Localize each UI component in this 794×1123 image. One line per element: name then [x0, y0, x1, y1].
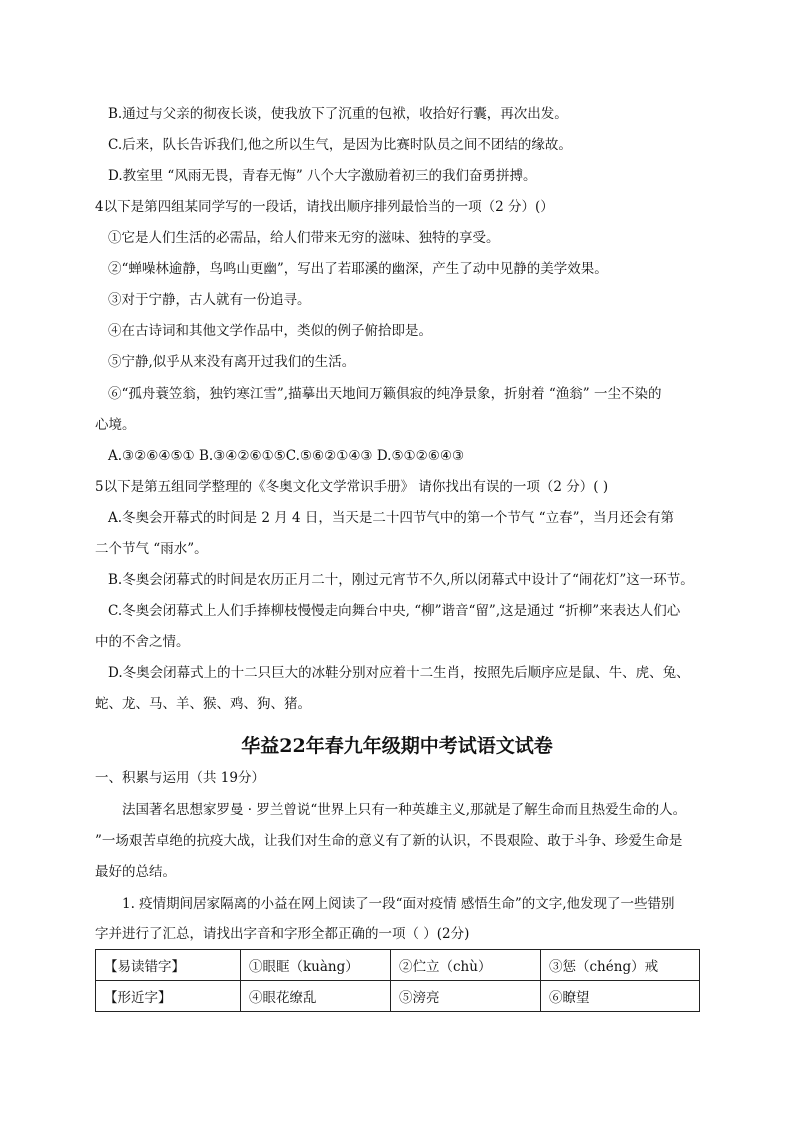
section-1-heading: 一、积累与运用（共 19分） [95, 770, 265, 786]
q5-option-c-line1: C.冬奥会闭幕式上人们手捧柳枝慢慢走向舞台中央, “柳”谐音“留”,这是通过 “折柳”来表达人们心 [108, 603, 681, 619]
q4-sentence-3: ③对于宁静，古人就有一份追寻。 [108, 292, 311, 308]
exam-title: 华益22年春九年级期中考试语文试卷 [241, 735, 553, 757]
q3-option-b: B.通过与父亲的彻夜长谈，使我放下了沉重的包袱，收拾好行囊，再次出发。 [108, 106, 568, 122]
intro-line-1: 法国著名思想家罗曼 · 罗兰曾说“世界上只有一种英雄主义,那就是了解生命而且热爱生命的人。 [122, 802, 687, 818]
q4-options: A.③②⑥④⑤① B.③④②⑥①⑤C.⑤⑥②①④③ D.⑤①②⑥④③ [108, 448, 465, 464]
q5-option-d-line1: D.冬奥会闭幕式上的十二只巨大的冰鞋分别对应着十二生肖，按照先后顺序应是鼠、牛、虎、兔、 [108, 665, 690, 681]
q4-sentence-2: ②“蝉噪林逾静，鸟鸣山更幽”，写出了若耶溪的幽深，产生了动中见静的美学效果。 [108, 261, 608, 277]
q5-option-a-line1: A.冬奥会开幕式的时间是 2 月 4 日，当天是二十四节气中的第一个节气 “立春”，当月还会有第 [108, 510, 674, 526]
intro-line-2: ”一场艰苦卓绝的抗疫大战，让我们对生命的意义有了新的认识，不畏艰险、敢于斗争、珍爱生命是 [95, 833, 683, 849]
q3-option-c: C.后来，队长告诉我们,他之所以生气，是因为比赛时队员之间不团结的缘故。 [108, 137, 572, 153]
table-cell: ③惩（chéng）戒 [541, 950, 700, 981]
q5-option-a-line2: 二个节气 “雨水”。 [95, 541, 208, 557]
table-cell: ②伫立（chù） [391, 950, 541, 981]
q4-sentence-4: ④在古诗词和其他文学作品中，类似的例子俯拾即是。 [108, 323, 432, 339]
intro-line-3: 最好的总结。 [95, 864, 176, 880]
word-table [95, 949, 700, 1012]
q1-stem-line2: 字并进行了汇总，请找出字音和字形全都正确的一项（ ）(2分) [95, 926, 470, 942]
q4-sentence-1: ①它是人们生活的必需品，给人们带来无穷的滋味、独特的享受。 [108, 230, 500, 246]
table-cell: 【形近字】 [96, 981, 241, 1012]
table-cell: ④眼花缭乱 [241, 981, 391, 1012]
q4-sentence-6a: ⑥“孤舟蓑笠翁，独钓寒江雪”,描摹出天地间万籁俱寂的纯净景象，折射着 “渔翁” 一尘不染的 [108, 386, 662, 402]
q5-option-b: B.冬奥会闭幕式的时间是农历正月二十，刚过元宵节不久,所以闭幕式中设计了“闹花灯”这一环节。 [108, 572, 694, 588]
table-row [96, 981, 700, 1012]
table-cell: ⑥瞭望 [541, 981, 700, 1012]
q4-stem: 4以下是第四组某同学写的一段话，请找出顺序排列最恰当的一项（2 分）(） [95, 199, 554, 215]
table-cell: 【易读错字】 [96, 950, 241, 981]
table-cell: ①眼眶（kuàng） [241, 950, 391, 981]
q3-option-d: D.教室里 “风雨无畏，青春无悔” 八个大字激励着初三的我们奋勇拼搏。 [108, 168, 537, 184]
q5-stem: 5以下是第五组同学整理的《冬奥文化文学常识手册》 请你找出有误的一项（2 分）( ) [95, 479, 609, 495]
table-cell: ⑤滂亮 [391, 981, 541, 1012]
q5-option-d-line2: 蛇、龙、马、羊、猴、鸡、狗、猪。 [95, 696, 311, 712]
table-row [96, 950, 700, 981]
q4-sentence-5: ⑤宁静,似乎从来没有离开过我们的生活。 [108, 354, 356, 370]
q1-stem-line1: 1. 疫情期间居家隔离的小益在网上阅读了一段“面对疫情 感悟生命”的文字,他发现了一些错别 [122, 896, 675, 912]
q4-sentence-6b: 心境。 [95, 417, 136, 433]
q5-option-c-line2: 中的不舍之情。 [95, 634, 190, 650]
